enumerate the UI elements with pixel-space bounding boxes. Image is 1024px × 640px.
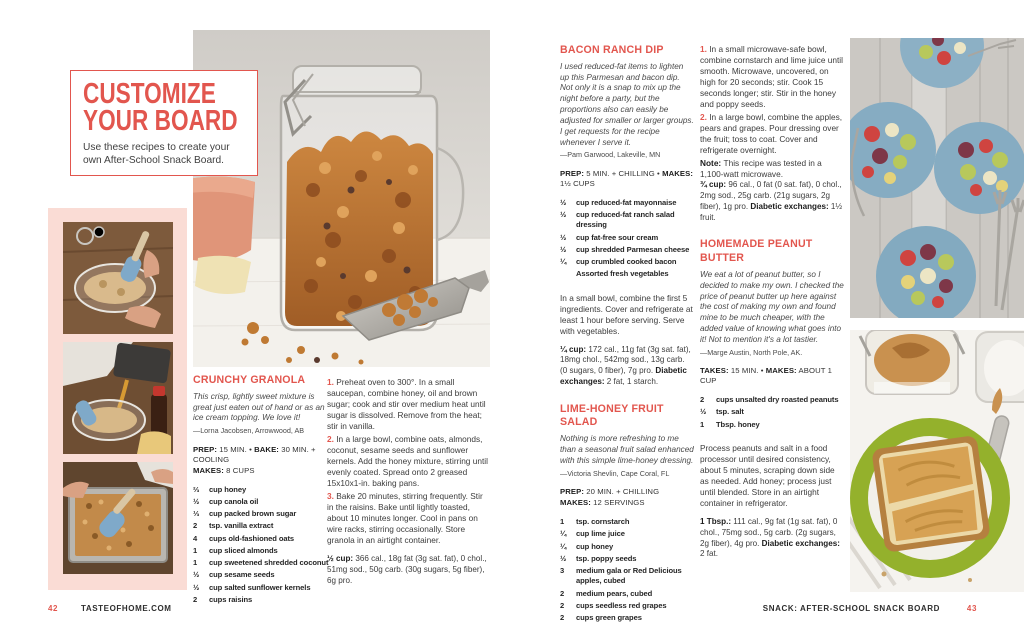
ingredient-row: 2 tsp. vanilla extract bbox=[193, 521, 274, 531]
recipe-meta-line: TAKES: 15 MIN. • MAKES: ABOUT 1 CUP bbox=[700, 366, 832, 386]
recipe-bacon-ranch-dip bbox=[560, 44, 694, 625]
direction-step: 1. In a small microwave-safe bowl, combine cornstarch and lime juice until smooth. Microwave, uncovered, on high for 20 seconds; stir. Cook 15 seconds longer; stir. Stir in the honey and poppy seeds. bbox=[700, 44, 843, 110]
ingredient-row: 2 cups green grapes bbox=[560, 613, 642, 622]
folio-right bbox=[763, 604, 977, 613]
ingredient-row: 4 cups old-fashioned oats bbox=[193, 533, 295, 543]
ingredient-row: ½ cup sesame seeds bbox=[193, 570, 275, 580]
page-title-line1: CUSTOMIZE bbox=[83, 78, 216, 110]
recipe-crunchy-granola bbox=[193, 374, 329, 607]
ingredient-row: ½ tsp. salt bbox=[700, 407, 744, 417]
ingredient-row: ½ cup reduced-fat mayonnaise bbox=[560, 197, 677, 207]
ingredient-list bbox=[560, 198, 694, 282]
ingredient-row: ½ cup salted sunflower kernels bbox=[193, 582, 311, 592]
folio-left bbox=[48, 604, 172, 613]
step-photo-mixing bbox=[63, 222, 173, 334]
step-photo-spreading bbox=[63, 462, 173, 574]
intro-title-box bbox=[70, 70, 258, 176]
recipe-homemade-peanut-butter bbox=[700, 238, 844, 560]
ingredient-row: ½ cup fat-free sour cream bbox=[560, 232, 659, 242]
direction-step: 2. In a large bowl, combine oats, almonds, coconut, sesame seeds and sunflower kernels. Add the honey mixture, stirring until evenly coated. Spread onto 2 greased 15x10x1-in. baking pans. bbox=[327, 434, 488, 489]
recipe-meta-line: MAKES: 8 CUPS bbox=[193, 465, 255, 475]
page-number-left: 42 bbox=[48, 604, 59, 613]
step-photo-pouring bbox=[63, 342, 173, 454]
recipe-title-fruit-salad: LIME-HONEY FRUIT SALAD bbox=[560, 402, 664, 429]
section-title: SNACK: AFTER-SCHOOL SNACK BOARD bbox=[762, 604, 941, 613]
direction-step: 2. In a large bowl, combine the apples, pears and grapes. Pour dressing over the fruit; toss to coat. Cover and refrigerate overnight. bbox=[700, 112, 843, 156]
page-number-right: 43 bbox=[966, 604, 977, 613]
ingredient-row: ½ tsp. poppy seeds bbox=[560, 553, 637, 563]
ingredient-row: Assorted fresh vegetables bbox=[576, 269, 669, 279]
ingredient-row: 2 medium pears, cubed bbox=[560, 588, 653, 598]
peanut-butter-photo bbox=[850, 330, 1024, 592]
direction-steps bbox=[700, 44, 844, 156]
recipe-title-bacon: BACON RANCH DIP bbox=[560, 44, 664, 56]
ingredient-row: 1 cup sweetened shredded coconut bbox=[193, 558, 329, 568]
recipe-description: This crisp, lightly sweet mixture is great just eaten out of hand or as an ice cream topping. We love it! bbox=[193, 391, 325, 423]
recipe-description: I used reduced-fat items to lighten up this Parmesan and bacon dip. Not only it is a snap to mix up the night before a party, but the proportions also can easily be adjusted for smaller or larger groups. I get requests for the recipe whenever I serve it. bbox=[560, 61, 694, 147]
ingredient-row: ¼ cup crumbled cooked bacon bbox=[560, 257, 677, 266]
recipe-meta-line: PREP: 5 MIN. + CHILLING • MAKES: 1½ CUPS bbox=[560, 168, 693, 188]
recipe-note: Note: This recipe was tested in a 1,100-watt microwave. bbox=[700, 158, 822, 180]
nutrition-facts: ¾ cup: 96 cal., 0 fat (0 sat. fat), 0 chol., 2mg sod., 25g carb. (21g sugars, 2g fiber), 1g pro. Diabetic exchanges: 1½ fruit. bbox=[700, 180, 843, 222]
recipe-directions: Process peanuts and salt in a food processor until desired consistency, about 5 minutes, scraping down side as needed. Add honey; process just until blended. Store in an airtight container in refrigerator. bbox=[700, 442, 835, 508]
ingredient-row: 1 tsp. cornstarch bbox=[560, 517, 630, 526]
recipe-fruit-salad-directions bbox=[700, 44, 844, 560]
recipe-description: We eat a lot of peanut butter, so I decided to make my own. I checked the price of peanut butter up here against the cost of making my own and found mine to be much cheaper, with the added value of knowing what goes into it! Not to mention it's a lot tastier. bbox=[700, 269, 844, 344]
ingredient-row: ⅔ cup honey bbox=[193, 484, 247, 494]
recipe-meta-line: PREP: 15 MIN. • BAKE: 30 MIN. + COOLING bbox=[193, 444, 316, 464]
ingredient-list bbox=[560, 517, 694, 625]
recipe-attribution: —Pam Garwood, Lakeville, MN bbox=[560, 150, 661, 160]
nutrition-facts: 1 Tbsp.: 111 cal., 9g fat (1g sat. fat), 0 chol., 75mg sod., 5g carb. (2g sugars, 2g fiber), 4g pro. Diabetic exchanges: 2 fat. bbox=[700, 517, 840, 559]
direction-step: 1. Preheat oven to 300°. In a small saucepan, combine honey, oil and brown sugar; cook and stir over medium heat until sugar is dissolved. Remove from the heat; stir in vanilla. bbox=[327, 377, 486, 432]
recipe-lime-honey-fruit-salad bbox=[560, 403, 694, 626]
ingredient-row: 1 cup sliced almonds bbox=[193, 545, 278, 555]
recipe-directions: In a small bowl, combine the first 5 ingredients. Cover and refrigerate at least 1 hour before serving. Serve with vegetables. bbox=[560, 292, 693, 336]
ingredient-row: ¼ cup honey bbox=[560, 541, 614, 551]
ingredient-row: ⅓ cup packed brown sugar bbox=[193, 509, 297, 519]
ingredient-row: 2 cups seedless red grapes bbox=[560, 600, 667, 610]
page-title bbox=[83, 78, 247, 137]
recipe-attribution: —Lorna Jacobsen, Arrowwood, AB bbox=[193, 426, 305, 436]
recipe-description: Nothing is more refreshing to me than a seasonal fruit salad enhanced with this simple lime-honey dressing. bbox=[560, 434, 694, 465]
recipe-meta-line: PREP: 20 MIN. + CHILLING bbox=[560, 487, 660, 496]
nutrition-facts: ¼ cup: 172 cal., 11g fat (3g sat. fat), 18mg chol., 542mg sod., 13g carb. (0 sugars, 0 fiber), 7g pro. Diabetic exchanges: 2 fat, 1 starch. bbox=[560, 344, 691, 386]
nutrition-facts: ½ cup: 366 cal., 18g fat (3g sat. fat), 0 chol., 51mg sod., 50g carb. (30g sugars, 5g fiber), 6g pro. bbox=[327, 554, 487, 585]
recipe-attribution: —Victoria Shevlin, Cape Coral, FL bbox=[560, 468, 670, 478]
ingredient-row: 3 medium gala or Red Delicious apples, cubed bbox=[560, 566, 682, 586]
ingredient-list bbox=[193, 485, 329, 608]
page-title-line2: YOUR BOARD bbox=[83, 104, 238, 137]
ingredient-row: 2 cups raisins bbox=[193, 594, 253, 604]
site-url: TASTEOFHOME.COM bbox=[80, 604, 172, 613]
ingredient-row: 1 Tbsp. honey bbox=[700, 419, 760, 429]
direction-step: 3. Bake 20 minutes, stirring frequently. Stir in the raisins. Bake until lightly toasted, about 10 minutes longer. Cool in pans on wire racks, stirring occasionally. Store granola in an airtight container. bbox=[327, 491, 483, 546]
direction-steps bbox=[327, 377, 490, 546]
ingredient-row: ¼ cup lime juice bbox=[560, 529, 625, 539]
ingredient-row: ½ cup canola oil bbox=[193, 496, 259, 506]
recipe-meta-line: MAKES: 12 SERVINGS bbox=[560, 498, 645, 507]
intro-subtitle: Use these recipes to create your own After-School Snack Board. bbox=[83, 141, 230, 166]
recipe-crunchy-granola-directions bbox=[327, 377, 490, 587]
recipe-attribution: —Marge Austin, North Pole, AK. bbox=[700, 347, 803, 357]
ingredient-list bbox=[700, 395, 844, 432]
ingredient-row: ½ cup reduced-fat ranch salad dressing bbox=[560, 210, 675, 230]
recipe-title-granola: CRUNCHY GRANOLA bbox=[193, 374, 306, 386]
ingredient-row: 2 cups unsalted dry roasted peanuts bbox=[700, 395, 839, 405]
fruit-salad-photo bbox=[850, 38, 1024, 318]
step-photos-panel bbox=[48, 208, 187, 590]
recipe-title-peanut-butter: HOMEMADE PEANUT BUTTER bbox=[700, 238, 813, 265]
ingredient-row: ½ cup shredded Parmesan cheese bbox=[560, 244, 690, 254]
